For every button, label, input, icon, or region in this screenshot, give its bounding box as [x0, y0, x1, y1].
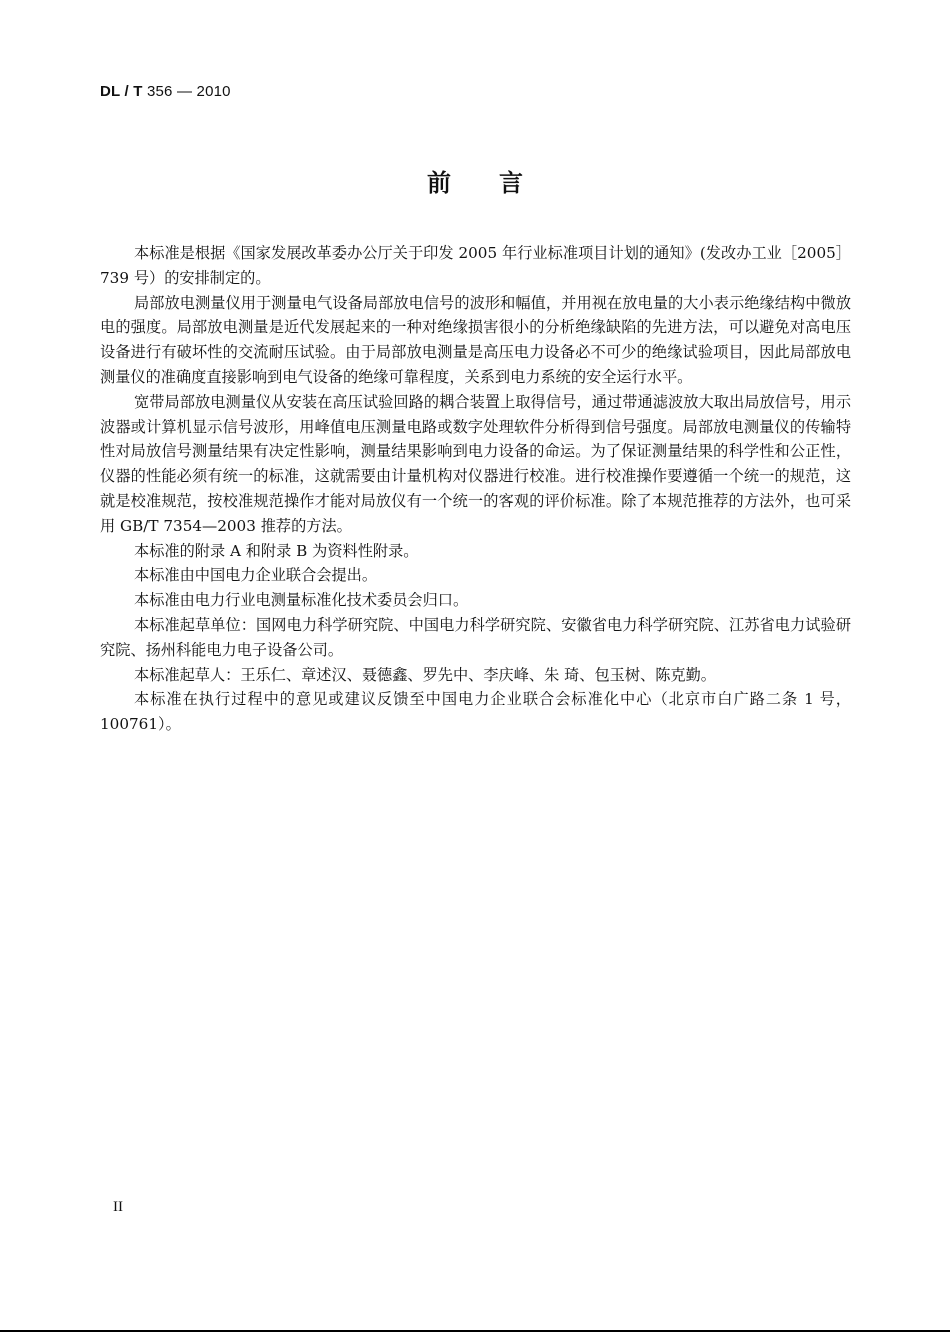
bottom-divider	[0, 1330, 950, 1332]
page-number: II	[113, 1199, 123, 1215]
standard-number: 356 — 2010	[146, 83, 231, 100]
paragraph-committee: 本标准由电力行业电测量标准化技术委员会归口。	[134, 591, 469, 610]
paragraph-drafting-units: 本标准起草单位：国网电力科学研究院、中国电力科学研究院、安徽省电力科学研究院、江苏省电力试验研究院、扬州科能电力电子设备公司。	[100, 615, 851, 659]
paragraph-proposer: 本标准由中国电力企业联合会提出。	[134, 566, 377, 585]
paragraph-broadband: 宽带局部放电测量仪从安装在高压试验回路的耦合装置上取得信号，通过带通滤波放大取出局放信号，用示波器或计算机显示信号波形，用峰值电压测量电路或数字处理软件分析得到信号强度。局部放电测量仪的传输特性对局放信号测量结果有决定性影响，测量结果影响到电力设备的命运。为了保证测量结果的科学性和公正性，仪器的性能必须有统一的标准，这就需要由计量机构对仪器进行校准。进行校准操作要遵循一个统一的规范，这就是校准规范，按校准规范操作才能对局放仪有一个统一的客观的评价标准。除了本规范推荐的方法外，也可采用 GB/T 7354—2003 推荐的方法。	[100, 392, 851, 535]
paragraph-drafters: 本标准起草人：王乐仁、章述汉、聂德鑫、罗先中、李庆峰、朱 琦、包玉树、陈克勤。	[134, 665, 716, 684]
paragraph-purpose: 局部放电测量仪用于测量电气设备局部放电信号的波形和幅值，并用视在放电量的大小表示绝缘结构中微放电的强度。局部放电测量是近代发展起来的一种对绝缘损害很小的分析绝缘缺陷的先进方法，可以避免对高电压设备进行有破坏性的交流耐压试验。由于局部放电测量是高压电力设备必不可少的绝缘试验项目，因此局部放电测量仪的准确度直接影响到电气设备的绝缘可靠程度，关系到电力系统的安全运行水平。	[100, 293, 851, 386]
paragraph-basis: 本标准是根据《国家发展改革委办公厅关于印发 2005 年行业标准项目计划的通知》(发改办工业［2005］739 号）的安排制定的。	[100, 244, 851, 287]
page-title: 前言	[427, 169, 571, 197]
foreword-body	[100, 241, 851, 737]
paragraph-appendix: 本标准的附录 A 和附录 B 为资料性附录。	[134, 541, 419, 560]
paragraph-feedback: 本标准在执行过程中的意见或建议反馈至中国电力企业联合会标准化中心（北京市白广路二条 1 号，100761）。	[100, 690, 851, 734]
standard-code-header	[100, 83, 231, 100]
standard-prefix: DL / T	[100, 83, 143, 100]
